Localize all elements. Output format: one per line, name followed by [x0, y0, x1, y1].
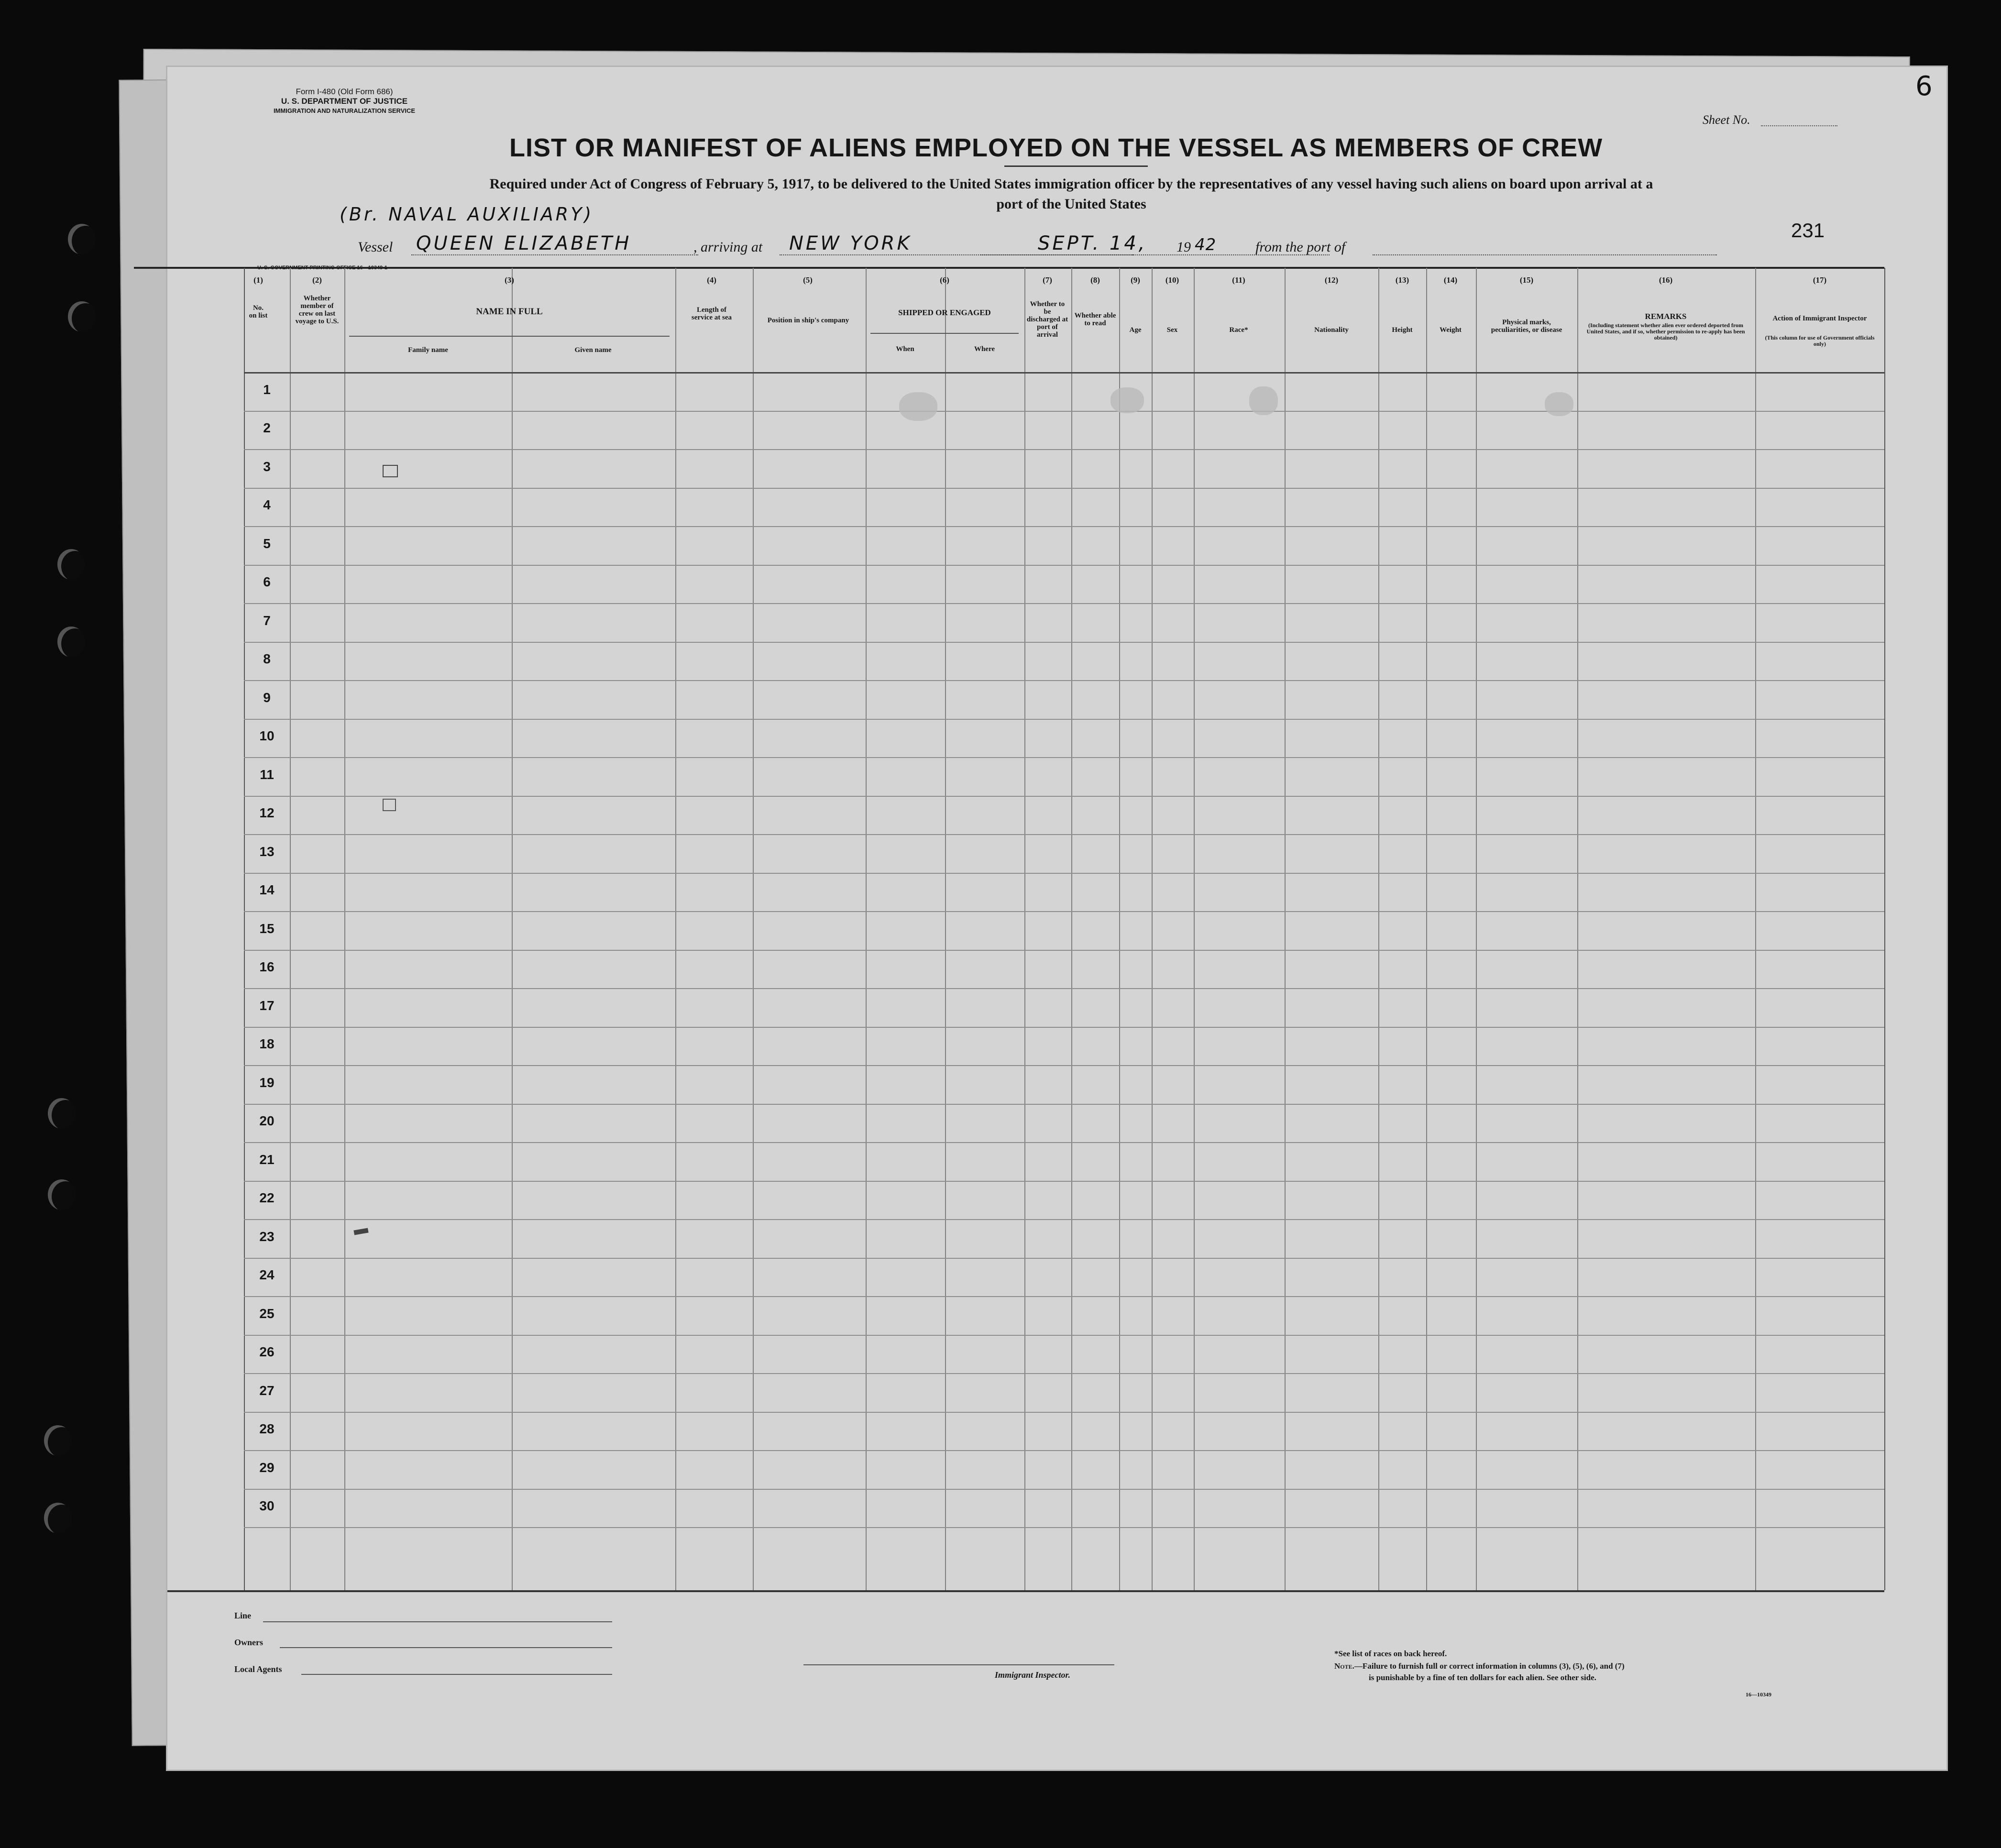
ink-mark: [353, 1228, 368, 1235]
ink-smudge: [899, 392, 937, 421]
title-rule: [1004, 165, 1148, 167]
punch-hole: [44, 1425, 72, 1456]
sheet-number-line: [1761, 125, 1837, 126]
service: IMMIGRATION AND NATURALIZATION SERVICE: [273, 107, 416, 114]
inspector-label: Immigrant Inspector.: [995, 1670, 1071, 1680]
corner-mark: 6: [1915, 71, 1935, 102]
col-14-number: (14): [1443, 275, 1458, 285]
grid-row-rule: [244, 603, 1884, 604]
grid-row-rule: [244, 1027, 1884, 1028]
grid-column-rule: [1476, 268, 1477, 1590]
manifest-sheet: [167, 67, 1946, 1770]
row-number: 4: [263, 497, 271, 512]
grid-column-rule: [675, 268, 676, 1590]
row-number: 21: [259, 1152, 275, 1167]
department: U. S. DEPARTMENT OF JUSTICE: [281, 97, 408, 106]
punch-hole: [68, 224, 96, 254]
subtitle-line-1: Required under Act of Congress of February 5, 1917, to be delivered to the United States immigration officer by the representatives of any vessel having such aliens on board upon arrival at a: [489, 176, 1653, 192]
footer-code: 16—10349: [1746, 1691, 1771, 1698]
grid-column-rule: [1378, 268, 1379, 1590]
punch-hole: [48, 1179, 76, 1210]
grid-row-rule: [244, 1489, 1884, 1490]
grid-row-rule: [244, 1219, 1884, 1220]
punch-hole: [57, 549, 85, 580]
col-17-note: (This column for use of Government officials only): [1765, 334, 1875, 347]
col-5-label: Position in ship's company: [767, 317, 849, 324]
col-10-label: Sex: [1166, 326, 1178, 334]
col-9-number: (9): [1131, 275, 1140, 285]
col-1-number: (1): [253, 275, 263, 285]
footer-owners-rule: [280, 1647, 612, 1648]
grid-row-rule: [244, 1142, 1884, 1143]
col-6-when: When: [896, 345, 914, 353]
subtitle-line-2: port of the United States: [996, 196, 1146, 212]
grid-column-rule: [1071, 268, 1072, 1590]
grid-column-rule: [344, 268, 345, 1590]
row-number: 25: [259, 1306, 275, 1321]
grid-row-rule: [244, 565, 1884, 566]
col-1-label: No. on list: [249, 304, 268, 319]
vessel-label: Vessel: [358, 239, 393, 255]
grid-column-rule: [945, 268, 946, 1590]
from-port-line: [1373, 254, 1717, 255]
col-11-label: Race*: [1229, 326, 1248, 334]
grid-column-rule: [1152, 268, 1153, 1590]
note-text-1: —Failure to furnish full or correct information in columns (3), (5), (6), and (7): [1354, 1661, 1625, 1671]
col-12-label: Nationality: [1314, 326, 1349, 334]
grid-row-rule: [244, 488, 1884, 489]
col-12-number: (12): [1324, 275, 1339, 285]
col-5-number: (5): [803, 275, 813, 285]
footer-agents-label: Local Agents: [234, 1664, 282, 1674]
from-port-label: from the port of: [1255, 239, 1346, 255]
grid-row-rule: [244, 642, 1884, 643]
grid-row-rule: [244, 1296, 1884, 1297]
col-13-label: Height: [1392, 326, 1413, 334]
vessel-note: (Br. NAVAL AUXILIARY): [340, 204, 594, 225]
grid-row-rule: [244, 911, 1884, 912]
row-number: 24: [259, 1267, 275, 1282]
grid-row-rule: [244, 1258, 1884, 1259]
col-17-number: (17): [1813, 275, 1827, 285]
col-7-number: (7): [1043, 275, 1052, 285]
footer-line-rule: [263, 1621, 612, 1622]
grid-column-rule: [1577, 268, 1578, 1590]
grid-column-rule: [1426, 268, 1427, 1590]
col-14-label: Weight: [1440, 326, 1462, 334]
note-line-1: [1334, 1661, 1625, 1671]
ink-smudge: [1110, 387, 1144, 413]
sheet-number-label: Sheet No.: [1703, 113, 1750, 127]
punch-hole: [44, 1503, 72, 1533]
year-suffix: 42: [1195, 235, 1217, 254]
table-bottom-border: [167, 1590, 1884, 1592]
col-8-number: (8): [1090, 275, 1100, 285]
row-number: 7: [263, 613, 271, 628]
row-number: 8: [263, 651, 271, 666]
row-number: 1: [263, 382, 271, 397]
col-4-label: Length of service at sea: [691, 306, 732, 321]
col-4-number: (4): [707, 275, 716, 285]
grid-row-rule: [244, 719, 1884, 720]
row-number: 22: [259, 1190, 275, 1205]
grid-row-rule: [244, 372, 1884, 374]
grid-row-rule: [244, 988, 1884, 989]
grid-column-rule: [1119, 268, 1120, 1590]
grid-column-rule: [290, 268, 291, 1590]
col-11-number: (11): [1232, 275, 1245, 285]
row-number: 20: [259, 1113, 275, 1128]
grid-row-rule: [244, 411, 1884, 412]
row-number: 30: [259, 1498, 275, 1513]
grid-column-rule: [512, 268, 513, 1590]
col-15-number: (15): [1519, 275, 1534, 285]
inspector-signature-line: [803, 1664, 1114, 1665]
row-number: 6: [263, 574, 271, 589]
col-7-label: Whether to be discharged at port of arrival: [1026, 300, 1068, 339]
grid-column-rule: [1194, 268, 1195, 1590]
vessel-name: QUEEN ELIZABETH: [416, 232, 632, 254]
row-number: 19: [259, 1075, 275, 1090]
row-number: 15: [259, 921, 275, 936]
arriving-port: NEW YORK: [789, 232, 912, 254]
row-number: 3: [263, 459, 271, 474]
col-3-label: NAME IN FULL: [476, 307, 543, 317]
vessel-name-line: [411, 254, 698, 255]
grid-row-rule: [244, 680, 1884, 681]
grid-row-rule: [244, 1104, 1884, 1105]
table-top-border: [134, 267, 1884, 269]
row-number: 11: [260, 767, 274, 782]
grid-column-rule: [1884, 268, 1885, 1590]
grid-row-rule: [244, 1527, 1884, 1528]
col-8-label: Whether able to read: [1074, 312, 1116, 327]
col-16-number: (16): [1659, 275, 1673, 285]
row-number: 23: [259, 1229, 275, 1244]
row-number: 13: [259, 844, 275, 859]
grid-row-rule: [244, 1412, 1884, 1413]
ink-smudge: [1249, 386, 1278, 415]
row-number: 16: [259, 959, 275, 974]
footer-owners-label: Owners: [234, 1638, 263, 1647]
col-6-subrule: [870, 333, 1019, 334]
grid-row-rule: [244, 1335, 1884, 1336]
grid-row-rule: [244, 1181, 1884, 1182]
row-number: 17: [259, 998, 275, 1013]
col-6-where: Where: [974, 345, 995, 353]
ink-smudge: [1545, 392, 1573, 416]
grid-row-rule: [244, 449, 1884, 450]
col-6-label: SHIPPED OR ENGAGED: [898, 308, 991, 317]
row-number: 29: [259, 1460, 275, 1475]
punch-hole: [57, 627, 85, 657]
punch-hole: [48, 1098, 76, 1129]
grid-row-rule: [244, 757, 1884, 758]
col-2-label: Whether member of crew on last voyage to U.S.: [295, 295, 339, 325]
col-2-number: (2): [312, 275, 322, 285]
col-3-number: (3): [505, 275, 514, 285]
col-16-label: REMARKS: [1645, 312, 1687, 321]
col-10-number: (10): [1165, 275, 1179, 285]
col-3-subrule: [349, 336, 670, 337]
row-number: 27: [259, 1383, 275, 1398]
grid-row-rule: [244, 1450, 1884, 1451]
arrival-date: SEPT. 14,: [1038, 232, 1147, 254]
row-number: 12: [259, 805, 275, 820]
grid-column-rule: [1024, 268, 1025, 1590]
col-15-label: Physical marks, peculiarities, or disease: [1491, 319, 1562, 334]
ink-mark: [383, 465, 398, 477]
grid-row-rule: [244, 834, 1884, 835]
form-number: Form I-480 (Old Form 686): [296, 87, 393, 96]
grid-row-rule: [244, 873, 1884, 874]
row-number: 28: [259, 1421, 275, 1436]
row-number: 26: [259, 1344, 275, 1359]
row-number: 10: [259, 728, 275, 743]
grid-column-rule: [1755, 268, 1756, 1590]
note-label: Note.: [1334, 1661, 1354, 1671]
grid-column-rule: [866, 268, 867, 1590]
row-number: 14: [259, 882, 275, 897]
punch-hole: [68, 301, 96, 332]
col-9-label: Age: [1129, 326, 1142, 334]
col-3-family-name: Family name: [408, 346, 448, 354]
arriving-label: , arriving at: [693, 239, 763, 255]
grid-column-rule: [1285, 268, 1286, 1590]
col-13-number: (13): [1395, 275, 1409, 285]
grid-row-rule: [244, 526, 1884, 527]
col-6-number: (6): [940, 275, 949, 285]
footer-line-label: Line: [234, 1611, 252, 1620]
year-prefix: 19: [1176, 239, 1191, 255]
races-note: *See list of races on back hereof.: [1334, 1649, 1447, 1658]
col-16-note: (Including statement whether alien ever ordered deported from United States, and if so, whether permission to re-apply has been obtained): [1586, 322, 1745, 341]
row-number: 2: [263, 420, 271, 435]
page-number: 231: [1791, 219, 1825, 242]
ink-mark: [383, 799, 396, 811]
grid-row-rule: [244, 1065, 1884, 1066]
footer-agents-rule: [301, 1674, 612, 1675]
row-number: 5: [263, 536, 271, 551]
row-number: 18: [259, 1036, 275, 1051]
grid-column-rule: [244, 268, 245, 1590]
col-3-given-name: Given name: [574, 346, 612, 354]
row-number: 9: [263, 690, 271, 705]
grid-column-rule: [753, 268, 754, 1590]
grid-row-rule: [244, 950, 1884, 951]
page-title: LIST OR MANIFEST OF ALIENS EMPLOYED ON THE VESSEL AS MEMBERS OF CREW: [509, 133, 1603, 162]
grid-row-rule: [244, 796, 1884, 797]
note-text-2: is punishable by a fine of ten dollars for each alien. See other side.: [1369, 1673, 1596, 1682]
grid-row-rule: [244, 1373, 1884, 1374]
col-17-label: Action of Immigrant Inspector: [1772, 315, 1867, 322]
